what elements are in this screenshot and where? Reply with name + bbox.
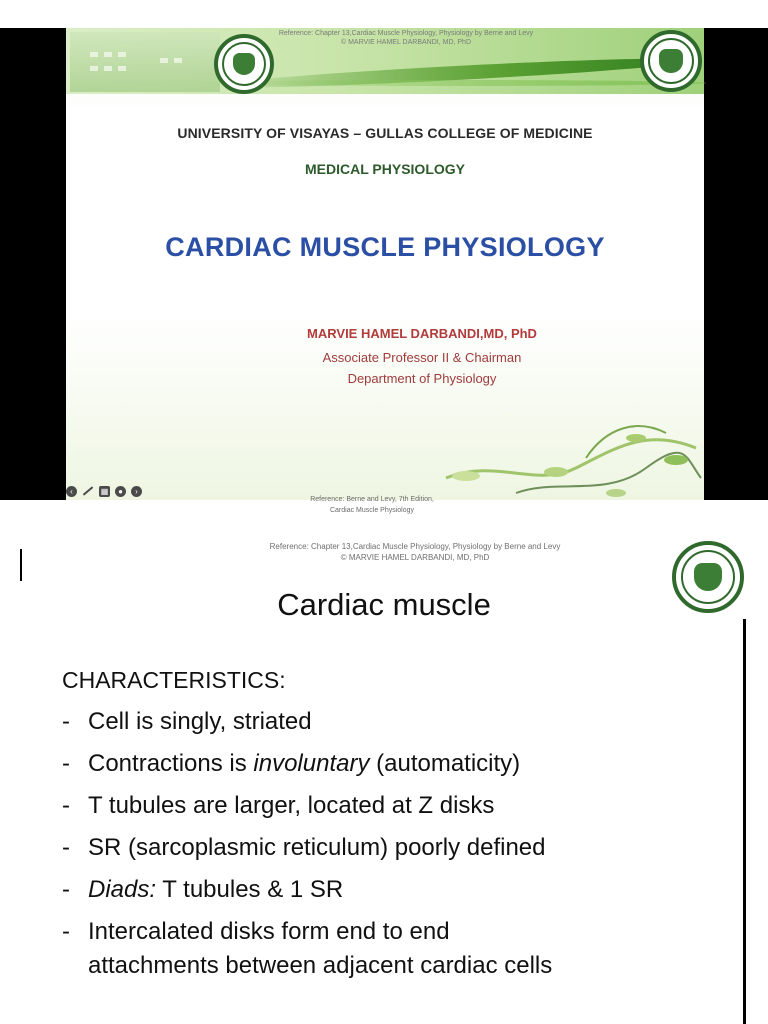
content-slide <box>0 527 768 1024</box>
item-text: (automaticity) <box>369 750 521 777</box>
slideshow-controls <box>66 484 176 498</box>
characteristics-list <box>62 705 742 991</box>
next-slide-button[interactable]: › <box>131 486 142 497</box>
item-text: attachments between adjacent cardiac cells <box>88 952 553 979</box>
slide-title: Cardiac muscle <box>277 587 491 622</box>
list-item <box>62 873 742 907</box>
item-text-italic: Diads: <box>88 876 157 903</box>
slides-grid-button[interactable]: ▦ <box>100 486 109 496</box>
reference-line: Reference: Berne and Levy, 7th Edition, <box>310 496 434 503</box>
university-seal-icon <box>640 30 702 92</box>
item-text: T tubules & 1 SR <box>156 876 344 903</box>
list-item <box>62 915 742 983</box>
bullet-dash: - <box>62 750 70 777</box>
reference-note <box>200 541 630 563</box>
copyright-line: © MARVIE HAMEL DARBANDI, MD, PhD <box>340 553 490 562</box>
pen-tool-icon[interactable] <box>83 486 93 495</box>
border-line <box>743 619 746 1024</box>
previous-slide-button[interactable]: ‹ <box>66 486 77 497</box>
bullet-dash: - <box>62 918 70 945</box>
author-position: Associate Professor II & Chairman <box>322 350 522 365</box>
item-text-italic: involuntary <box>253 750 370 777</box>
bullet-dash: - <box>62 708 70 735</box>
list-item <box>62 831 742 865</box>
reference-footer <box>282 494 462 516</box>
author-name: MARVIE HAMEL DARBANDI,MD, PhD <box>307 326 537 341</box>
author-department: Department of Physiology <box>347 371 497 386</box>
reference-line: Cardiac Muscle Physiology <box>329 507 415 514</box>
copyright-line: © MARVIE HAMEL DARBANDI, MD, PhD <box>340 39 472 46</box>
reference-note <box>226 29 586 47</box>
reference-line: Reference: Chapter 13,Cardiac Muscle Physiology, Physiology by Berne and Levy <box>269 542 561 551</box>
zoom-button[interactable]: ● <box>115 486 126 497</box>
bullet-dash: - <box>62 792 70 819</box>
list-item <box>62 705 742 739</box>
item-text: Contractions is <box>88 750 254 777</box>
decorative-vine <box>436 398 706 518</box>
bullet-dash: - <box>62 876 70 903</box>
title-slide <box>66 28 704 514</box>
slide-title: CARDIAC MUSCLE PHYSIOLOGY <box>165 232 605 262</box>
item-text: Cell is singly, striated <box>88 708 312 735</box>
item-text: SR (sarcoplasmic reticulum) poorly defined <box>88 834 546 861</box>
university-name: UNIVERSITY OF VISAYAS – GULLAS COLLEGE OF MEDICINE <box>177 125 593 141</box>
list-item <box>62 747 742 781</box>
banner-swoosh <box>216 53 696 92</box>
characteristics-heading: CHARACTERISTICS: <box>62 667 286 693</box>
item-text: T tubules are larger, located at Z disks <box>88 792 495 819</box>
item-text: Intercalated disks form end to end <box>88 918 450 945</box>
border-line <box>20 549 22 581</box>
reference-line: Reference: Chapter 13,Cardiac Muscle Physiology, Physiology by Berne and Levy <box>278 30 534 37</box>
author-role <box>282 347 562 389</box>
header-banner <box>66 28 704 94</box>
letterbox-right <box>704 28 768 500</box>
letterbox-left <box>0 28 66 500</box>
course-name: MEDICAL PHYSIOLOGY <box>305 161 465 177</box>
bullet-dash: - <box>62 834 70 861</box>
list-item <box>62 789 742 823</box>
